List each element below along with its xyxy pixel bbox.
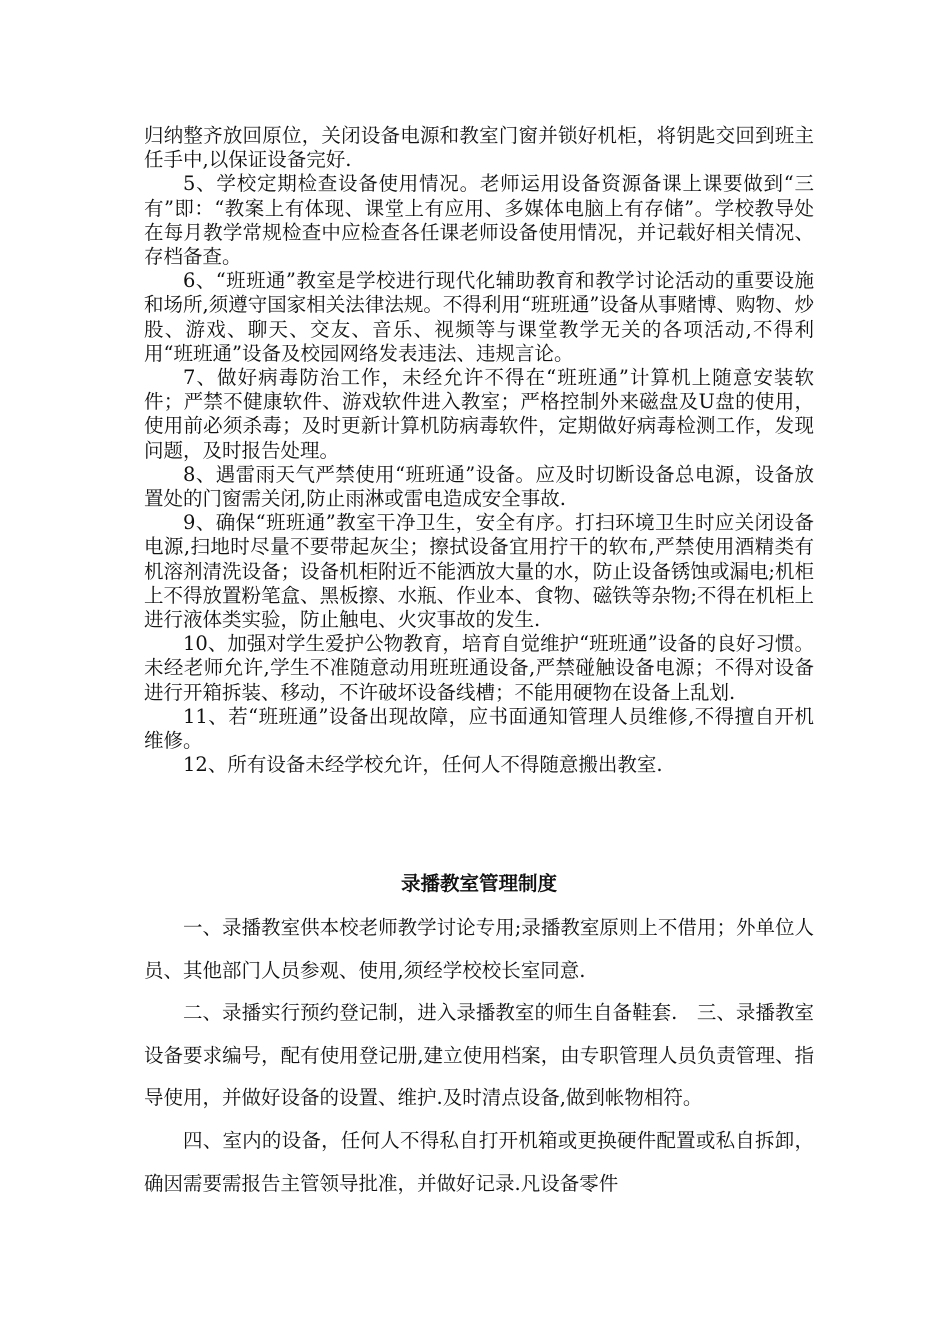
recording-room-rules [144, 907, 814, 1205]
paragraph-rule-9: 9、确保“班班通”教室干净卫生，安全有序。打扫环境卫生时应关闭设备电源,扫地时尽量不要带起灰尘；擦拭设备宜用拧干的软布,严禁使用酒精类有机溶剂清洗设备；设备机柜附近不能洒放大量的水，防止设备锈蚀或漏电;机柜上不得放置粉笔盒、黑板擦、水瓶、作业本、食物、磁铁等杂物;不得在机柜上进行液体类实验，防止触电、火灾事故的发生. [144, 511, 814, 632]
paragraph-rule-four: 四、室内的设备，任何人不得私自打开机箱或更换硬件配置或私自拆卸，确因需要需报告主管领导批准，并做好记录.凡设备零件 [144, 1128, 814, 1195]
paragraph-rule-7: 7、做好病毒防治工作，未经允许不得在“班班通”计算机上随意安装软件；严禁不健康软件、游戏软件进入教室；严格控制外来磁盘及U盘的使用，使用前必须杀毒；及时更新计算机防病毒软件，定期做好病毒检测工作，发现问题，及时报告处理。 [144, 366, 814, 462]
paragraph-rule-one: 一、录播教室供本校老师教学讨论专用;录播教室原则上不借用；外单位人员、其他部门人员参观、使用,须经学校校长室同意. [144, 916, 814, 982]
paragraph-continued: 归纳整齐放回原位，关闭设备电源和教室门窗并锁好机柜，将钥匙交回到班主任手中,以保证设备完好. [144, 124, 814, 172]
paragraph-rule-10: 10、加强对学生爱护公物教育，培育自觉维护“班班通”设备的良好习惯。未经老师允许,学生不准随意动用班班通设备,严禁碰触设备电源；不得对设备进行开箱拆装、移动，不许破坏设备线槽；不能用硬物在设备上乱划. [144, 632, 814, 704]
paragraph-rule-8: 8、遇雷雨天气严禁使用“班班通”设备。应及时切断设备总电源，设备放置处的门窗需关闭,防止雨淋或雷电造成安全事故. [144, 462, 814, 511]
section-heading: 录播教室管理制度 [400, 872, 557, 895]
paragraph-rule-5: 5、学校定期检查设备使用情况。老师运用设备资源备课上课要做到“三有”即：“教案上有体现、课堂上有应用、多媒体电脑上有存储”。学校教导处在每月教学常规检查中应检查各任课老师设备使用情况，并记载好相关情况、存档备查。 [144, 172, 814, 269]
paragraph-rule-12: 12、所有设备未经学校允许，任何人不得随意搬出教室. [183, 753, 663, 777]
paragraph-rule-11: 11、若“班班通”设备出现故障，应书面通知管理人员维修,不得擅自开机维修。 [144, 704, 814, 753]
paragraph-rule-two-three: 二、录播实行预约登记制，进入录播教室的师生自备鞋套. 三、录播教室设备要求编号，配有使用登记册,建立使用档案，由专职管理人员负责管理、指导使用，并做好设备的设置、维护.及时清点设备,做到帐物相符。 [144, 1001, 814, 1110]
paragraph-rule-6: 6、“班班通”教室是学校进行现代化辅助教育和教学讨论活动的重要设施和场所,须遵守国家相关法律法规。不得利用“班班通”设备从事赌博、购物、炒股、游戏、聊天、交友、音乐、视频等与课堂教学无关的各项活动,不得利用“班班通”设备及校园网络发表违法、违规言论。 [144, 269, 814, 365]
class-equipment-rules [144, 124, 814, 777]
